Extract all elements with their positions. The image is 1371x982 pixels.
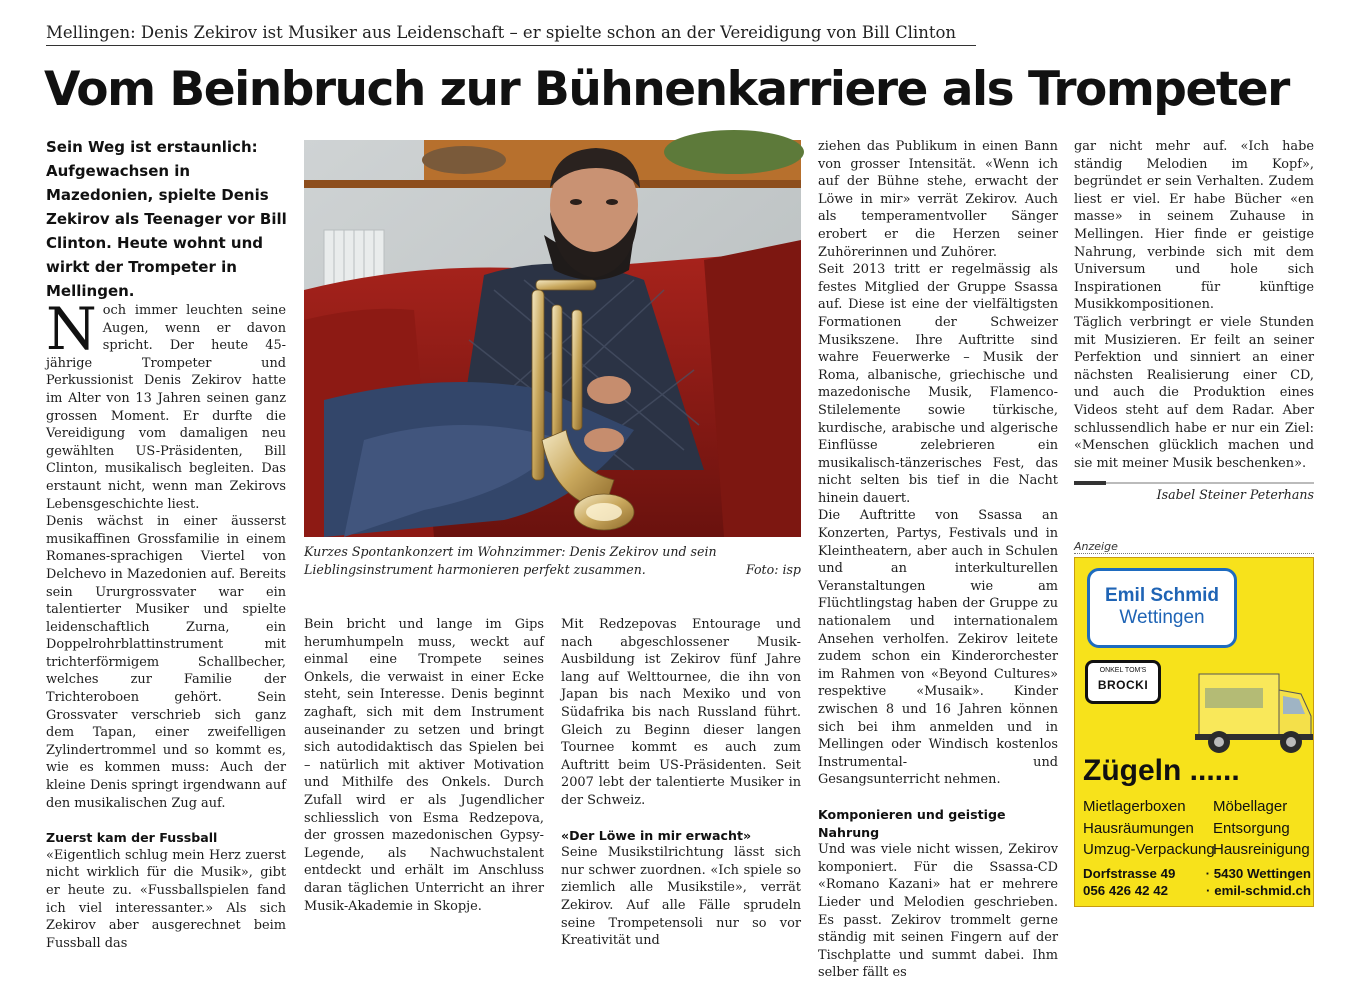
photo-credit: Foto: isp	[745, 562, 801, 577]
article-column-2	[304, 616, 544, 915]
service-item: Hausreinigung	[1213, 841, 1310, 858]
paragraph-text: och immer leuchten seine Augen, wenn er davon spricht. Der heute 45-jährige Trompeter und Perkussionist Denis Zekirov hatte im Alter von 13 Jahren seinen ganz grossen Moment. Er durfte die Vereidigung vom damaligen neu gewählten US-Präsidenten, Bill Clinton, musikalisch begleiten. Das erstaunt nicht, wenn man Zekirovs Lebensgeschichte liest.	[46, 303, 286, 512]
ad-contact	[1083, 865, 1311, 899]
article-column-3	[561, 616, 801, 950]
brocki-small-text: ONKEL TOM'S	[1099, 667, 1147, 674]
article-paragraph: ziehen das Publikum in einen Bann von grosser Intensität. «Wenn ich auf der Bühne stehe, erwacht der Löwe in mir» verrät Zekirov. Auch als temperamentvoller Sänger erobert er die Herzen seiner Zuhörerinnen und Zuhörer.	[818, 139, 1058, 260]
article-paragraph: Denis wächst in einer äusserst musikaffinen Grossfamilie in einem Romanes-sprachigen Viertel von Delchevo in Mazedonien auf. Bereits sein Ururgrossvater war ein talentierter Musiker und spielte leidenschaftlich Zurna, ein Doppelrohrblattinstrument mit trichterförmigem Schallbecher, welches zur Familie der Trichteroboen gehört. Sein Grossvater verschrieb sich ganz dem Tapan, einer zweifelligen Zylindertrommel und so kommt es, wie es kommen muss: Auch der kleine Denis springt irgendwann auf den musikalischen Zug auf.	[46, 514, 286, 811]
author-byline: Isabel Steiner Peterhans	[1156, 487, 1314, 502]
ad-label-text: Anzeige	[1074, 540, 1118, 553]
article-column-4	[818, 138, 1058, 982]
ad-phone-row	[1083, 882, 1311, 899]
ad-city: 5430 Wettingen	[1213, 866, 1311, 881]
kicker-line: Mellingen: Denis Zekirov ist Musiker aus Leidenschaft – er spielte schon an der Vereidigung von Bill Clinton	[46, 22, 976, 46]
advertisement[interactable]	[1074, 557, 1314, 907]
separator-dot: ·	[1206, 883, 1211, 898]
brocki-big-text: BROCKI	[1097, 678, 1149, 692]
service-item: Mietlagerboxen	[1083, 798, 1186, 815]
article-paragraph: Seit 2013 tritt er regelmässig als festes Mitglied der Gruppe Ssassa auf. Diese ist eine der vielfältigsten Formationen der Schweizer Musikszene. Ihre Auftritte sind wahre Feuerwerke – Musik der Roma, albanische, griechische und mazedonische Musik, Flamenco-Stilelemente sowie türkische, kurdische, arabische und algerische Einflüsse zelebrieren ein musikalisch-tänzerisches Fest, das nicht selten bis tief in die Nacht hinein dauert.	[818, 262, 1058, 506]
subheading: Zuerst kam der Fussball	[46, 830, 218, 846]
article-paragraph: Und was viele nicht wissen, Zekirov komponiert. Für die Ssassa-CD «Romano Kazani» hat er mehrere Lieder und Melodien geschrieben. Es passt. Zekirov trommelt gerne ständig mit seinen Fingern auf der Tischplatte und summt dabei. Ihm selber fällt es	[818, 842, 1058, 981]
services-right	[1213, 796, 1313, 861]
drop-cap: N	[46, 295, 97, 363]
headline: Vom Beinbruch zur Bühnenkarriere als Trompeter	[44, 62, 1289, 117]
service-item: Hausräumungen	[1083, 819, 1194, 837]
article-paragraph: Die Auftritte von Ssassa an Konzerten, Partys, Festivals und in Kleintheatern, aber auch in Schulen und an interkulturellen Veranstaltungen wie am Flüchtlingstag haben der Gruppe zu nationalem und internationalem Ansehen verholfen. Zekirov leitete zudem schon ein Kinderorchester im Rahmen von «Beyond Cultures» respektive «Musaik». Kinder zwischen 8 und 16 Jahren können sich bei ihm anmelden und in Mellingen oder Windisch kostenlos Instrumental- und Gesangsunterricht nehmen.	[818, 508, 1058, 788]
lead-paragraph: Sein Weg ist erstaunlich: Aufgewachsen in Mazedonien, spielte Denis Zekirov als Teenager vor Bill Clinton. Heute wohnt und wirkt der Trompeter in Mellingen.	[46, 138, 287, 300]
article-paragraph: «Eigentlich schlug mein Herz zuerst nicht wirklich für die Musik», gibt er heute zu. «Fussballspielen fand ich viel interessanter.» Als sich Zekirov aber ausgerechnet beim Fussball das	[46, 847, 286, 951]
ad-brand-logo	[1087, 568, 1237, 648]
article-paragraph: gar nicht mehr auf. «Ich habe ständig Melodien im Kopf», begründet er sein Verhalten. Zudem liest er viel. Er habe Bücher «en masse» in seinem Zuhause in Mellingen. Hier finde er geistige Nahrung, verbinde sich mit dem Universum und hole sich Inspirationen für künftige Musikkompositionen.	[1074, 139, 1314, 313]
service-item: Möbellager	[1213, 798, 1288, 815]
truck-illustration	[1195, 654, 1313, 758]
ad-address-row	[1083, 865, 1311, 882]
ad-headline: Zügeln ......	[1083, 754, 1240, 787]
ad-brand-name: Emil Schmid	[1104, 585, 1220, 606]
article-paragraph: Mit Redzepovas Entourage und nach abgeschlossener Musik-Ausbildung ist Zekirov fünf Jahre lang auf Welttournee, die ihn von Japan bis nach Mexiko und von Südafrika bis nach Russland führt. Gleich zu Beginn dieser langen Tournee kommt es auch zum Auftritt beim US-Präsidenten. Seit 2007 lebt der talentierte Musiker in der Schweiz.	[561, 617, 801, 808]
ad-street: Dorfstrasse 49	[1083, 866, 1176, 881]
author-divider	[1074, 482, 1314, 484]
article-photo	[304, 140, 801, 537]
article-paragraph	[46, 295, 286, 513]
article-paragraph: Bein bricht und lange im Gips herumhumpeln muss, weckt auf einmal eine Trompete seines Onkels, die verwaist in einer Ecke steht, sein Interesse. Denis beginnt zaghaft, sich mit dem Instrument auseinander zu setzen und bringt sich autodidaktisch das Spielen bei – natürlich mit aktiver Motivation und Mithilfe des Onkels. Durch Zufall wird er als Jugendlicher schliesslich von Esma Redzepova, der grossen mazedonischen Gypsy-Legende, als Nachwuchstalent entdeckt und erhält im Anschluss daran täglichen Unterricht an ihrer Musik-Akademie in Skopje.	[304, 617, 544, 914]
subheading: Komponieren und geistige Nahrung	[818, 806, 1006, 840]
service-item: Umzug-Verpackung	[1083, 841, 1215, 858]
caption-text: Kurzes Spontankonzert im Wohnzimmer: Denis Zekirov und sein Lieblingsinstrument harmonieren perfekt zusammen.	[304, 544, 717, 577]
brocki-logo	[1085, 660, 1161, 704]
ad-website[interactable]: emil-schmid.ch	[1214, 883, 1311, 898]
ad-brand-city: Wettingen	[1119, 607, 1205, 628]
subheading: «Der Löwe in mir erwacht»	[561, 827, 752, 843]
ad-label	[1074, 540, 1314, 554]
separator-dot: ·	[1205, 866, 1210, 881]
article-column-1	[46, 295, 286, 952]
service-item: Entsorgung	[1213, 819, 1290, 837]
article-paragraph: Seine Musikstilrichtung lässt sich nur schwer zuordnen. «Ich spiele so ziemlich alle Musikstile», verrät Zekirov. Auf alle Fälle sprudeln seine Trompetensoli nur so vor Kreativität und	[561, 845, 801, 949]
article-paragraph: Täglich verbringt er viele Stunden mit Musizieren. Er feilt an seiner Perfektion und sinniert an einer nächsten Realisierung einer CD, und auch die Produktion eines Videos steht auf dem Radar. Aber schlussendlich habe er nur ein Ziel: «Menschen glücklich machen und sie mit meiner Musik beschenken».	[1074, 314, 1314, 471]
article-column-5	[1074, 138, 1314, 472]
photo-caption	[304, 543, 801, 579]
ad-phone[interactable]: 056 426 42 42	[1083, 883, 1169, 898]
services-left	[1083, 796, 1215, 861]
